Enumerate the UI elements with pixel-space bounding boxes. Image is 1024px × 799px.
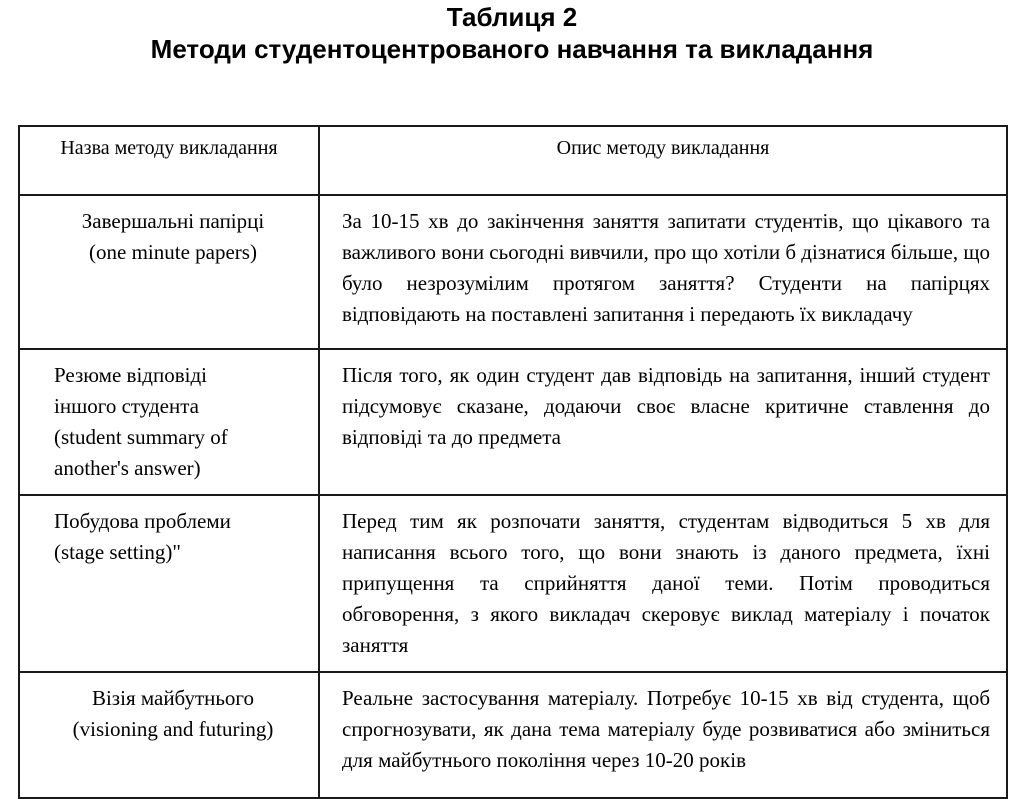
- table-header-row: [19, 126, 1007, 195]
- method-name-text: [20, 350, 318, 494]
- method-name-line: іншого студента: [54, 394, 199, 418]
- method-description-text: Реальне застосування матеріалу. Потребує 10-15 хв від студента, щоб спрогнозувати, як дана тема матеріалу буде розвиватися або зміниться для майбутнього покоління через 10-20 років: [342, 686, 990, 772]
- cell-method-description: [319, 349, 1007, 495]
- method-name-line: Побудова проблеми: [54, 509, 231, 533]
- method-name-text: [20, 196, 318, 278]
- cell-method-name: [19, 349, 319, 495]
- table-row: [19, 672, 1007, 798]
- cell-method-name: [19, 672, 319, 798]
- method-name-line: Візія майбутнього: [91, 686, 255, 710]
- column-header-method-description-label: Опис методу викладання: [556, 137, 770, 159]
- method-name-line: another's answer): [54, 456, 201, 480]
- column-header-method-name-label: Назва методу викладання: [60, 137, 278, 159]
- method-name-text: [20, 673, 318, 755]
- method-name-line: (one minute papers): [89, 240, 257, 264]
- title-line-secondary: Методи студентоцентрованого навчання та викладання: [150, 34, 874, 64]
- table-row: [19, 195, 1007, 349]
- title-line-primary: Таблиця 2: [446, 2, 578, 32]
- table-row: [19, 495, 1007, 672]
- column-header-method-description: [319, 126, 1007, 195]
- cell-method-name: [19, 195, 319, 349]
- method-description-text: Після того, як один студент дав відповідь на запитання, інший студент підсумовує сказане, додаючи своє власне критичне ставлення до відповіді та до предмета: [342, 363, 990, 449]
- method-name-line: (stage setting)": [54, 540, 181, 564]
- column-header-method-name: [19, 126, 319, 195]
- table-row: [19, 349, 1007, 495]
- cell-method-description: [319, 195, 1007, 349]
- method-name-text: [20, 496, 318, 578]
- cell-method-description: [319, 672, 1007, 798]
- method-name-line: Резюме відповіді: [54, 363, 207, 387]
- method-description-text: За 10-15 хв до закінчення заняття запитати студентів, що цікавого та важливого вони сьогодні вивчили, про що хотіли б дізнатися більше, що було незрозумілим протягом заняття? Студенти на папірцях відповідають на поставлені запитання і передають їх викладачу: [342, 209, 990, 326]
- method-name-line: Завершальні папірці: [81, 209, 265, 233]
- method-name-line: (visioning and futuring): [72, 717, 274, 741]
- page-title: [0, 2, 1024, 64]
- cell-method-description: [319, 495, 1007, 672]
- method-description-text: Перед тим як розпочати заняття, студентам відводиться 5 хв для написання всього того, що вони знають із даного предмета, їхні припущення та сприйняття даної теми. Потім проводиться обговорення, з якого викладач скеровує виклад матеріалу і початок заняття: [342, 509, 990, 657]
- method-name-line: (student summary of: [54, 425, 228, 449]
- teaching-methods-table: [18, 125, 1008, 799]
- cell-method-name: [19, 495, 319, 672]
